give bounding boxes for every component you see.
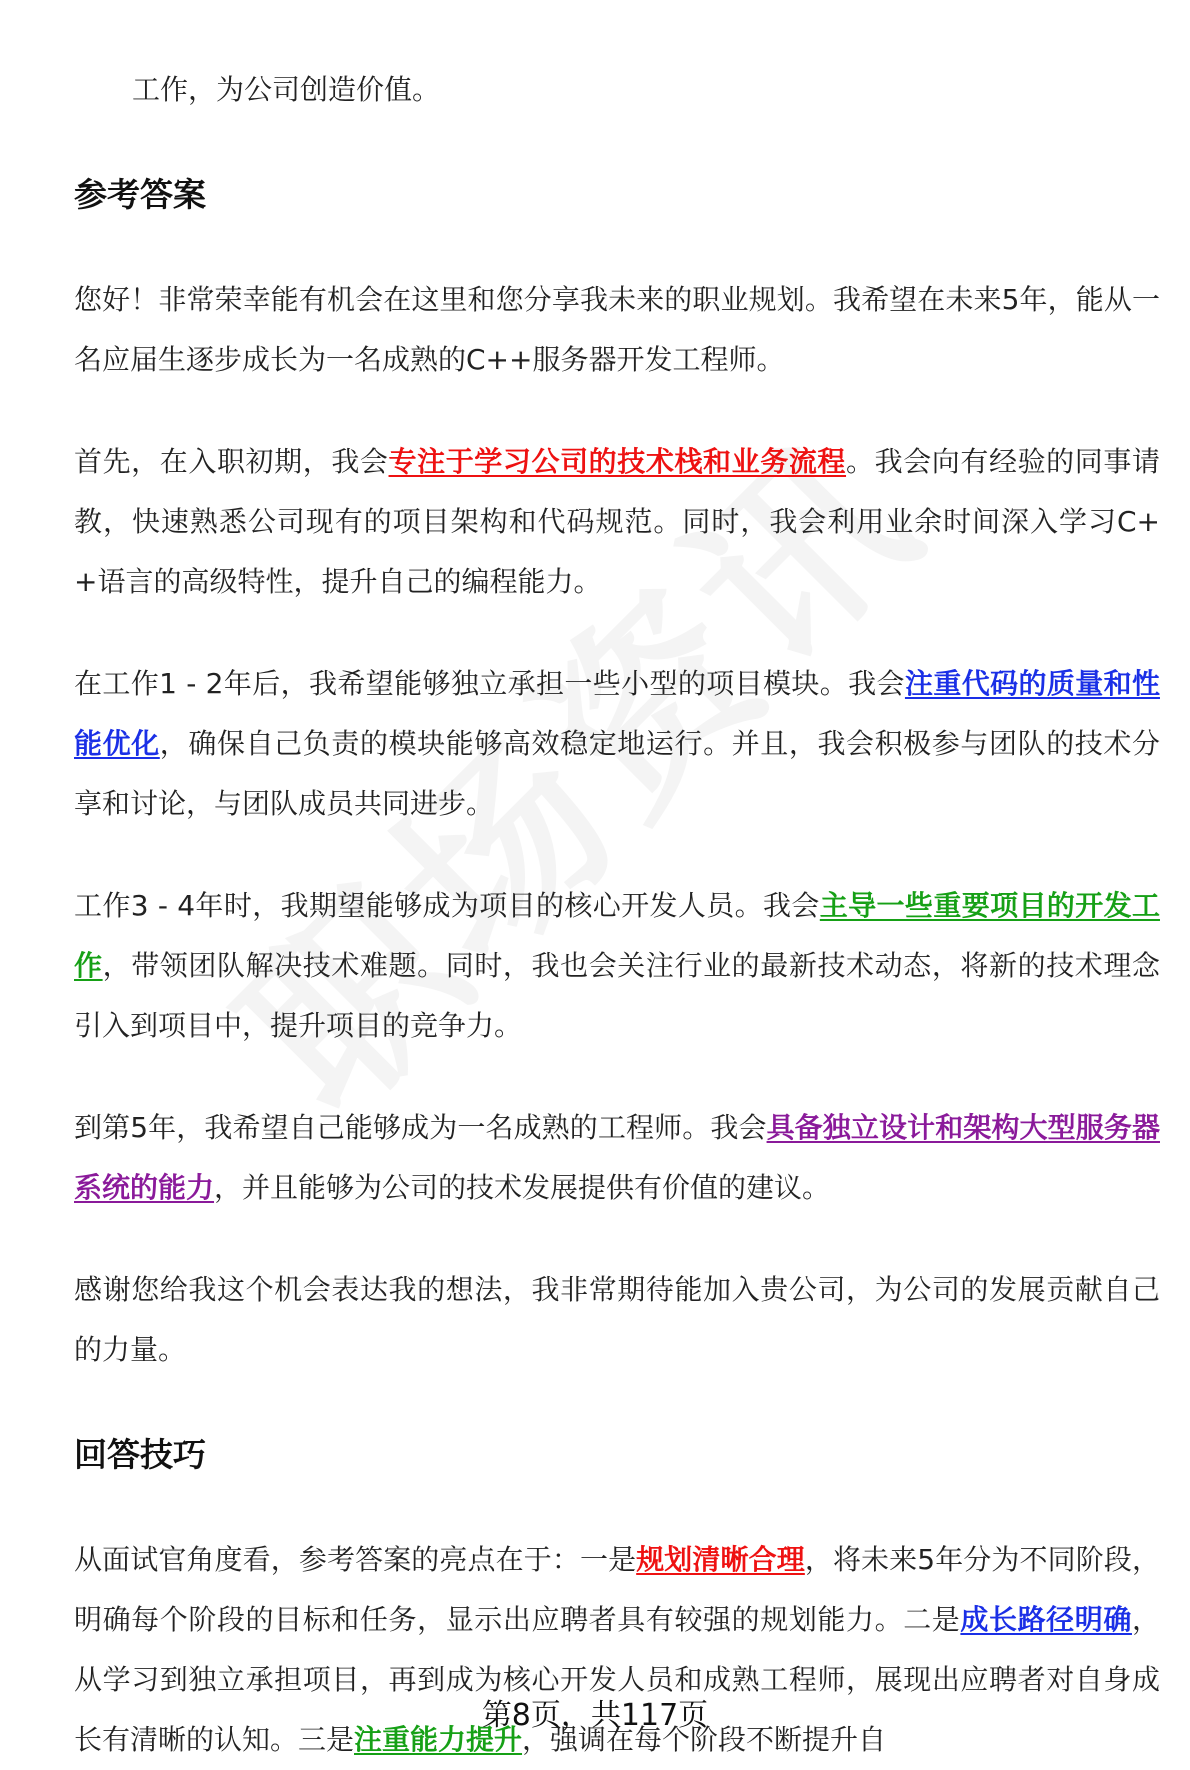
- page-content: [74, 60, 1160, 1770]
- page-number: 第8页，共117页: [481, 1698, 709, 1733]
- heading-reference-answer: 参考答案: [74, 175, 206, 214]
- intro-tail: 工作，为公司创造价值。: [132, 73, 441, 106]
- highlight-blue: 注重代码的质量和性能优化: [74, 667, 1160, 760]
- answer-paragraph-4: 工作3 - 4年时，我期望能够成为项目的核心开发人员。我会主导一些重要项目的开发工作，带领团队解决技术难题。同时，我也会关注行业的最新技术动态，将新的技术理念引入到项目中，提升项目的竞争力。: [74, 889, 1160, 1042]
- highlight-red: 专注于学习公司的技术栈和业务流程: [388, 445, 847, 478]
- highlight-blue: 成长路径明确: [960, 1603, 1132, 1636]
- answer-paragraph-3: 在工作1 - 2年后，我希望能够独立承担一些小型的项目模块。我会注重代码的质量和性能优化，确保自己负责的模块能够高效稳定地运行。并且，我会积极参与团队的技术分享和讨论，与团队成员共同进步。: [74, 667, 1160, 820]
- answer-paragraph-5: 到第5年，我希望自己能够成为一名成熟的工程师。我会具备独立设计和架构大型服务器系统的能力，并且能够为公司的技术发展提供有价值的建议。: [74, 1111, 1160, 1204]
- tips-paragraph-1: 从面试官角度看，参考答案的亮点在于：一是规划清晰合理，将未来5年分为不同阶段，明确每个阶段的目标和任务，显示出应聘者具有较强的规划能力。二是成长路径明确，从学习到独立承担项目，再到成为核心开发人员和成熟工程师，展现出应聘者对自身成长有清晰的认知。三是注重能力提升，强调在每个阶段不断提升自: [74, 1543, 1160, 1756]
- highlight-red: 规划清晰合理: [636, 1543, 805, 1576]
- highlight-green: 主导一些重要项目的开发工作: [74, 889, 1160, 982]
- highlight-green: 注重能力提升: [354, 1723, 523, 1756]
- highlight-purple: 具备独立设计和架构大型服务器系统的能力: [74, 1111, 1160, 1204]
- heading-answer-tips: 回答技巧: [74, 1435, 206, 1474]
- answer-paragraph-6: 感谢您给我这个机会表达我的想法，我非常期待能加入贵公司，为公司的发展贡献自己的力量。: [74, 1273, 1160, 1366]
- answer-paragraph-2: 首先，在入职初期，我会专注于学习公司的技术栈和业务流程。我会向有经验的同事请教，快速熟悉公司现有的项目架构和代码规范。同时，我会利用业余时间深入学习C++语言的高级特性，提升自己的编程能力。: [74, 445, 1160, 598]
- answer-paragraph-1: 您好！非常荣幸能有机会在这里和您分享我未来的职业规划。我希望在未来5年，能从一名应届生逐步成长为一名成熟的C++服务器开发工程师。: [74, 283, 1160, 376]
